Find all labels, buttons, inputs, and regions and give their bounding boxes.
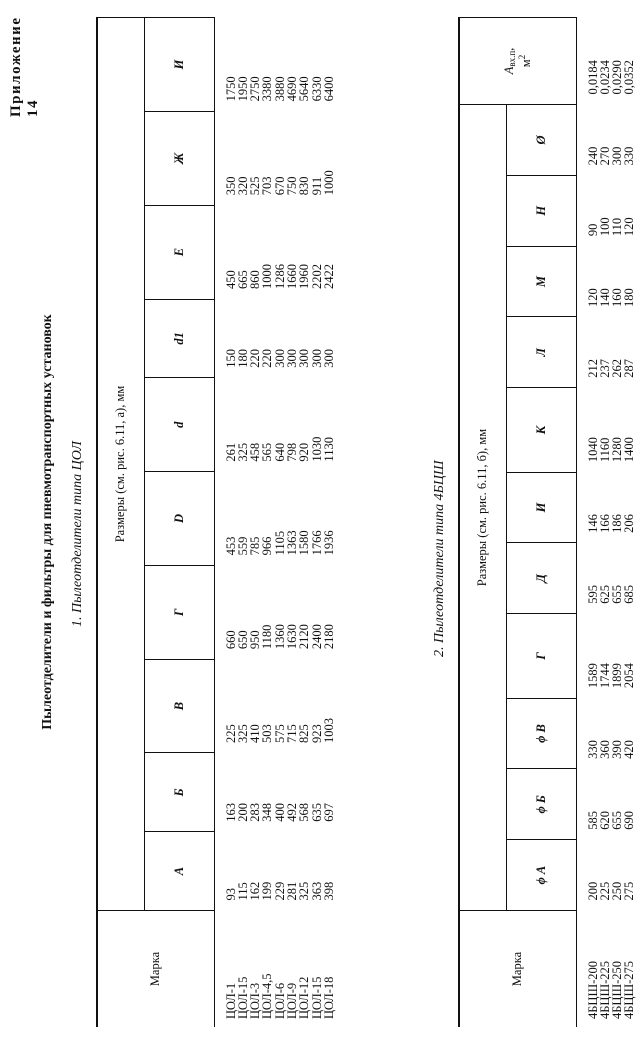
value-cell: 2750	[248, 76, 263, 102]
value-cell: 390	[610, 740, 625, 759]
value-cell: 2180	[321, 624, 336, 650]
value-cell: 1750	[223, 76, 238, 102]
value-cell: 685	[622, 584, 637, 604]
value-cell: 186	[610, 514, 625, 533]
value-cell: 200	[235, 802, 250, 822]
value-cell: 1000	[321, 170, 336, 196]
table-col-dimensions	[96, 17, 335, 1027]
column-header: К	[506, 388, 576, 472]
column-header: В	[144, 659, 214, 753]
value-cell: 398	[321, 881, 336, 901]
value-cell: 166	[597, 514, 612, 533]
value-cell: 410	[248, 724, 263, 743]
value-cell: 703	[260, 176, 275, 196]
value-cell: 0,0352	[622, 60, 637, 95]
value-cell: 1003	[321, 717, 336, 743]
value-cell: 300	[297, 349, 312, 368]
spacer-row	[576, 18, 587, 1028]
value-cell: 180	[235, 349, 250, 368]
spacer-cell	[214, 18, 225, 1028]
value-cell: 1630	[284, 624, 299, 650]
value-cell: 140	[597, 288, 612, 307]
value-cell: 330	[622, 146, 637, 166]
value-cell: 1040	[585, 437, 600, 463]
value-cell: 225	[597, 881, 612, 901]
value-cell: 625	[597, 584, 612, 604]
section1-title: 1. Пылеотделители типа ЦОЛ	[70, 441, 85, 627]
value-cell: 350	[223, 176, 238, 196]
value-cell: 262	[610, 359, 625, 378]
value-cell: 220	[248, 349, 263, 368]
column-header: И	[144, 18, 214, 112]
value-cell: 120	[585, 288, 600, 307]
dimensions-header: Размеры (см. рис. 6.11, а), мм	[97, 18, 144, 911]
value-cell: 237	[597, 359, 612, 378]
value-cell: 325	[235, 442, 250, 462]
table-row	[249, 18, 261, 1028]
mark-cell: ЦОЛ-15	[235, 976, 250, 1019]
dimensions-header: Размеры (см. рис. 6.11, б), мм	[459, 105, 506, 911]
value-cell: 665	[235, 270, 250, 290]
column-header: А	[144, 832, 214, 911]
value-cell: 559	[235, 536, 250, 556]
value-cell: 966	[260, 536, 275, 556]
value-cell: 1000	[260, 264, 275, 290]
table-row	[587, 18, 599, 1028]
mark-header: Марка	[97, 911, 214, 1028]
value-cell: 240	[585, 146, 600, 166]
value-cell: 206	[622, 514, 637, 533]
value-cell: 1280	[610, 437, 625, 463]
spacer-row	[214, 18, 225, 1028]
value-cell: 180	[622, 288, 637, 307]
value-cell: 690	[622, 810, 637, 830]
value-cell: 275	[622, 881, 637, 901]
column-header: Ж	[144, 111, 214, 205]
column-header: D	[144, 472, 214, 566]
value-cell: 363	[309, 881, 324, 901]
value-cell: 1160	[597, 437, 612, 463]
value-cell: 525	[248, 176, 263, 196]
value-cell: 1363	[284, 530, 299, 556]
column-header: Е	[144, 205, 214, 299]
value-cell: 650	[235, 630, 250, 650]
value-cell: 1360	[272, 624, 287, 650]
value-cell: 162	[248, 881, 263, 901]
column-header: Г	[144, 565, 214, 659]
table-row	[298, 18, 310, 1028]
value-cell: 283	[248, 802, 263, 822]
value-cell: 146	[585, 514, 600, 533]
mark-cell: 4БЦШ-200	[585, 961, 600, 1019]
value-cell: 400	[272, 802, 287, 822]
value-cell: 620	[597, 810, 612, 830]
table-row	[237, 18, 249, 1028]
value-cell: 1286	[272, 264, 287, 290]
value-cell: 199	[260, 881, 275, 901]
mark-cell: ЦОЛ-1	[223, 982, 238, 1019]
value-cell: 6330	[309, 76, 324, 102]
mark-cell: ЦОЛ-3	[248, 982, 263, 1019]
value-cell: 860	[248, 270, 263, 290]
value-cell: 261	[223, 442, 238, 462]
value-cell: 2400	[309, 624, 324, 650]
page-title: Пылеотделители и фильтры для пневмотранспортных установок	[40, 314, 55, 730]
value-cell: 458	[248, 442, 263, 462]
value-cell: 1580	[297, 530, 312, 556]
mark-cell: ЦОЛ-18	[321, 976, 336, 1019]
mark-cell: ЦОЛ-9	[284, 982, 299, 1019]
value-cell: 5640	[297, 76, 312, 102]
value-cell: 348	[260, 802, 275, 822]
value-cell: 2054	[622, 663, 637, 689]
value-cell: 330	[585, 740, 600, 759]
table-row	[286, 18, 298, 1028]
value-cell: 670	[272, 176, 287, 196]
value-cell: 798	[284, 442, 299, 462]
value-cell: 1899	[610, 663, 625, 689]
value-cell: 920	[297, 442, 312, 462]
value-cell: 115	[235, 882, 250, 901]
value-cell: 595	[585, 584, 600, 604]
column-header: ϕ А	[506, 840, 576, 911]
value-cell: 1950	[235, 76, 250, 102]
value-cell: 0,0184	[585, 60, 600, 95]
value-cell: 503	[260, 724, 275, 743]
value-cell: 1744	[597, 663, 612, 689]
value-cell: 250	[610, 881, 625, 901]
value-cell: 300	[309, 349, 324, 368]
mark-cell: ЦОЛ-15	[309, 976, 324, 1019]
column-header: Н	[506, 175, 576, 246]
value-cell: 3380	[260, 76, 275, 102]
value-cell: 697	[321, 802, 336, 822]
table-row	[261, 18, 273, 1028]
value-cell: 830	[297, 176, 312, 196]
column-header: Л	[506, 317, 576, 388]
value-cell: 492	[284, 802, 299, 822]
value-cell: 163	[223, 802, 238, 822]
value-cell: 150	[223, 349, 238, 368]
column-header: М	[506, 246, 576, 317]
value-cell: 565	[260, 442, 275, 462]
value-cell: 0,0290	[610, 60, 625, 95]
value-cell: 660	[223, 630, 238, 650]
appendix-label: Приложение 14	[8, 16, 41, 117]
value-cell: 281	[284, 881, 299, 901]
mark-header: Марка	[459, 911, 576, 1028]
value-cell: 568	[297, 802, 312, 822]
value-cell: 750	[284, 176, 299, 196]
value-cell: 1589	[585, 663, 600, 689]
column-header: И	[506, 472, 576, 543]
mark-cell: ЦОЛ-12	[297, 976, 312, 1019]
value-cell: 360	[597, 740, 612, 759]
value-cell: 0,0234	[597, 60, 612, 95]
mark-cell: 4БЦШ-275	[622, 961, 637, 1019]
value-cell: 300	[610, 146, 625, 166]
value-cell: 1960	[297, 264, 312, 290]
value-cell: 200	[585, 881, 600, 901]
value-cell: 212	[585, 359, 600, 378]
value-cell: 923	[309, 724, 324, 743]
value-cell: 450	[223, 270, 238, 290]
column-header: Г	[506, 614, 576, 698]
value-cell: 300	[321, 349, 336, 368]
mark-cell: ЦОЛ-4,5	[260, 973, 275, 1019]
value-cell: 325	[235, 724, 250, 743]
value-cell: 229	[272, 881, 287, 901]
value-cell: 1766	[309, 530, 324, 556]
value-cell: 93	[223, 888, 238, 901]
value-cell: 6400	[321, 76, 336, 102]
column-header: d1	[144, 299, 214, 378]
value-cell: 300	[272, 349, 287, 368]
value-cell: 575	[272, 724, 287, 743]
value-cell: 1660	[284, 264, 299, 290]
column-header: Ø	[506, 105, 576, 176]
table-row	[623, 18, 635, 1028]
value-cell: 320	[235, 176, 250, 196]
table-row	[225, 18, 237, 1028]
value-cell: 100	[597, 217, 612, 237]
table-row	[311, 18, 323, 1028]
value-cell: 585	[585, 810, 600, 830]
value-cell: 225	[223, 724, 238, 743]
table-row	[274, 18, 286, 1028]
mark-cell: ЦОЛ-6	[272, 982, 287, 1019]
value-cell: 160	[610, 288, 625, 307]
value-cell: 655	[610, 584, 625, 604]
spacer-cell	[576, 18, 587, 1028]
value-cell: 90	[585, 223, 600, 237]
table-row	[323, 18, 335, 1028]
column-header: ϕ Б	[506, 769, 576, 840]
value-cell: 2422	[321, 264, 336, 290]
value-cell: 1105	[272, 530, 287, 556]
section2-title: 2. Пылеотделители типа 4БЦШ	[432, 460, 447, 657]
mark-cell: 4БЦШ-225	[597, 961, 612, 1019]
value-cell: 120	[622, 217, 637, 237]
value-cell: 911	[309, 176, 324, 196]
value-cell: 220	[260, 349, 275, 368]
value-cell: 2202	[309, 264, 324, 290]
value-cell: 640	[272, 442, 287, 462]
area-header: $A_{вх.п}$, $м^2$	[459, 18, 576, 105]
value-cell: 287	[622, 359, 637, 378]
value-cell: 655	[610, 810, 625, 830]
value-cell: 3880	[272, 76, 287, 102]
value-cell: 785	[248, 536, 263, 556]
value-cell: 1936	[321, 530, 336, 556]
value-cell: 1180	[260, 624, 275, 650]
value-cell: 300	[284, 349, 299, 368]
value-cell: 825	[297, 724, 312, 743]
value-cell: 453	[223, 536, 238, 556]
value-cell: 1130	[321, 437, 336, 462]
mark-cell: 4БЦШ-250	[610, 961, 625, 1019]
value-cell: 110	[610, 217, 625, 237]
column-header: ϕ В	[506, 698, 576, 769]
column-header: d	[144, 378, 214, 472]
value-cell: 2120	[297, 624, 312, 650]
value-cell: 635	[309, 802, 324, 822]
table-4bcsh-dimensions	[458, 17, 636, 1027]
value-cell: 270	[597, 146, 612, 166]
value-cell: 4690	[284, 76, 299, 102]
value-cell: 325	[297, 881, 312, 901]
value-cell: 715	[284, 724, 299, 743]
value-cell: 1400	[622, 437, 637, 463]
column-header: Б	[144, 753, 214, 832]
column-header: Д	[506, 543, 576, 614]
value-cell: 950	[248, 630, 263, 650]
value-cell: 420	[622, 740, 637, 759]
value-cell: 1030	[309, 436, 324, 462]
